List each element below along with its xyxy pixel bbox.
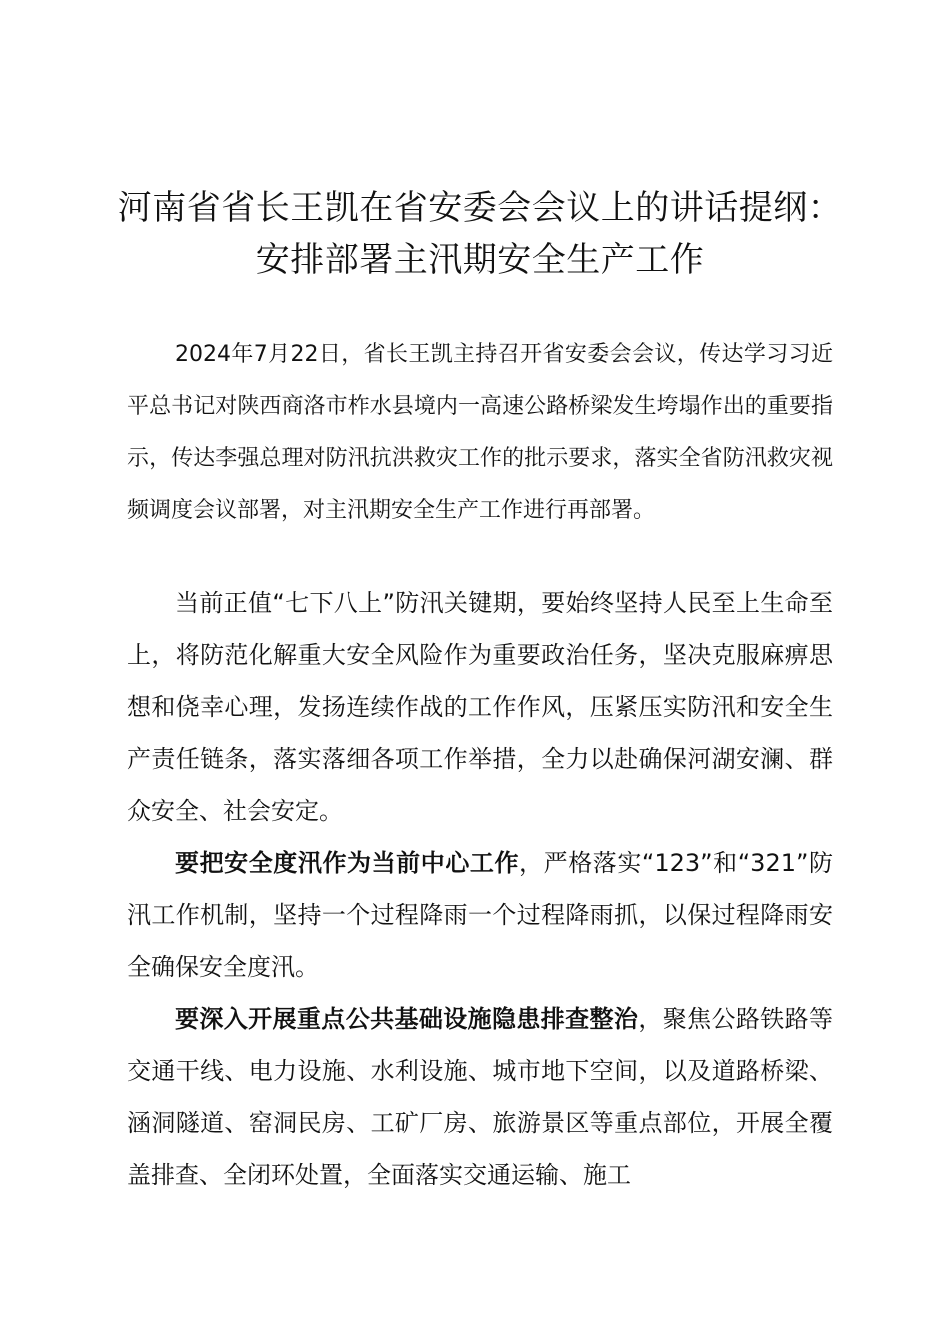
document-title [100, 182, 860, 286]
paragraph-lead: 要深入开展重点公共基础设施隐患排查整治 [175, 1005, 639, 1033]
paragraph-gap [127, 537, 833, 577]
paragraph-text: 当前正值“七下八上”防汛关键期，要始终坚持人民至上生命至上，将防范化解重大安全风险作为重要政治任务，坚决克服麻痹思想和侥幸心理，发扬连续作战的工作作风，压紧压实防汛和安全生产责任链条，落实落细各项工作举措，全力以赴确保河湖安澜、群众安全、社会安定。 [127, 589, 833, 825]
title-line-1: 河南省省长王凯在省安委会会议上的讲话提纲： [117, 188, 843, 228]
paragraph-infrastructure [127, 993, 833, 1201]
document-body [127, 329, 833, 1201]
paragraph-meeting-summary [127, 329, 833, 537]
paragraph-lead: 要把安全度汛作为当前中心工作 [175, 849, 520, 877]
paragraph-flood-season [127, 577, 833, 837]
title-line-2: 安排部署主汛期安全生产工作 [255, 240, 705, 280]
paragraph-text: ，聚焦公路铁路等交通干线、电力设施、水利设施、城市地下空间，以及道路桥梁、涵洞隧道、窑洞民房、工矿厂房、旅游景区等重点部位，开展全覆盖排查、全闭环处置，全面落实交通运输、施工 [127, 1005, 834, 1189]
paragraph-safe-flood [127, 837, 833, 993]
paragraph-text: 2024年7月22日，省长王凯主持召开省安委会会议，传达学习习近平总书记对陕西商洛市柞水县境内一高速公路桥梁发生垮塌作出的重要指示，传达李强总理对防汛抗洪救灾工作的批示要求，落实全省防汛救灾视频调度会议部署，对主汛期安全生产工作进行再部署。 [127, 342, 833, 523]
paragraph-text: ，严格落实“123”和“321”防汛工作机制，坚持一个过程降雨一个过程降雨抓，以保过程降雨安全确保安全度汛。 [127, 849, 833, 981]
